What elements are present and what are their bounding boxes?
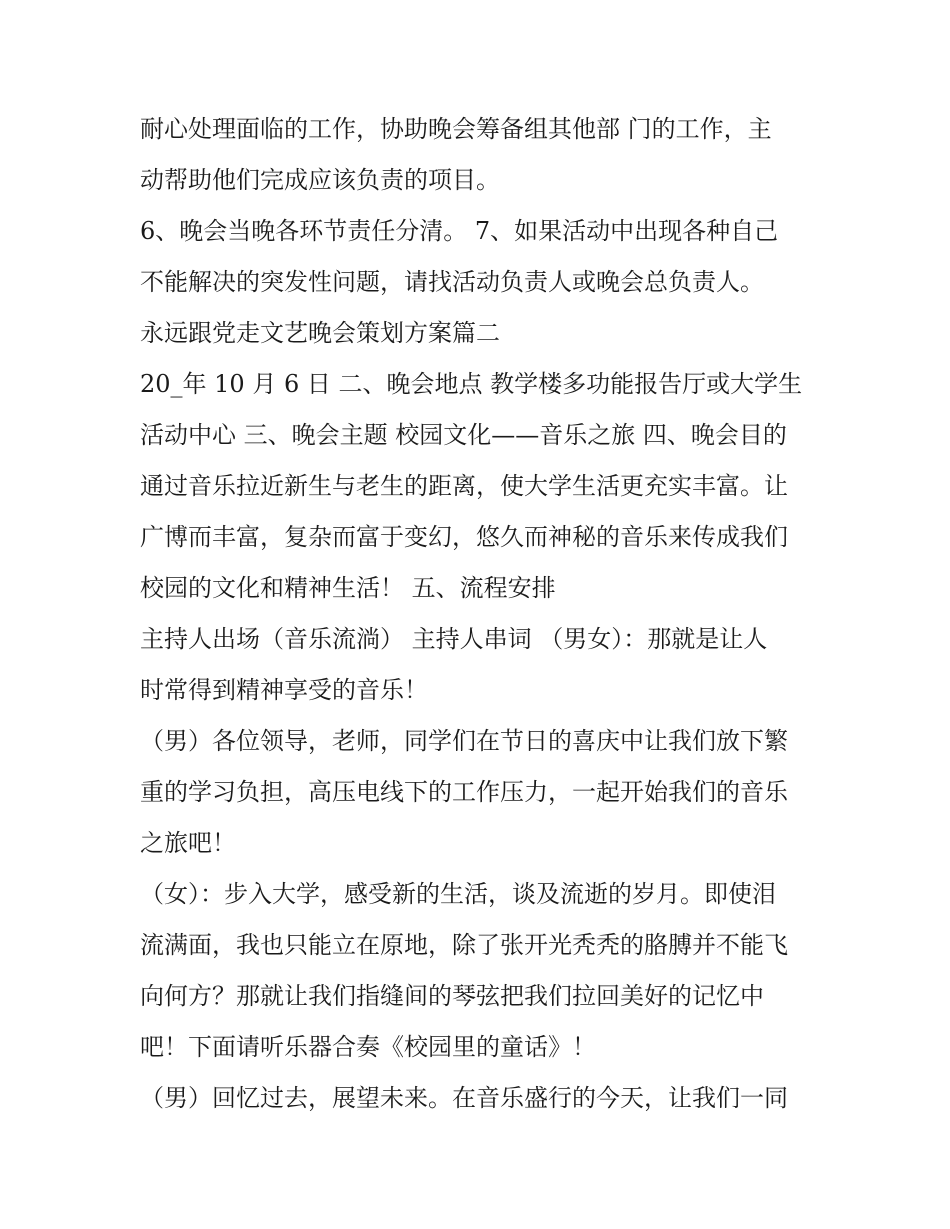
text-line: 广博而丰富，复杂而富于变幻，悠久而神秘的音乐来传成我们 (140, 523, 788, 551)
text-line: 校园的文化和精神生活！ 五、流程安排 (140, 574, 556, 602)
text-line: 流满面，我也只能立在原地，除了张开光秃秃的胳膊并不能飞 (140, 931, 788, 959)
section-heading: 永远跟党走文艺晚会策划方案篇二 (140, 319, 500, 347)
text-line: （男）各位领导，老师，同学们在节日的喜庆中让我们放下繁 (140, 727, 788, 755)
text-line: 6、晚会当晚各环节责任分清。 7、如果活动中出现各种自己 (140, 217, 779, 245)
text-line: 20_年 10 月 6 日 二、晚会地点 教学楼多功能报告厅或大学生 (140, 370, 803, 398)
text-line: 活动中心 三、晚会主题 校园文化——音乐之旅 四、晚会目的 (140, 421, 787, 449)
text-line: 吧！下面请听乐器合奏《校园里的童话》！ (140, 1033, 596, 1061)
body-text (140, 104, 820, 1124)
text-line: 之旅吧！ (140, 829, 236, 857)
text-line: （男）回忆过去，展望未来。在音乐盛行的今天，让我们一同 (140, 1084, 788, 1112)
text-line: 时常得到精神享受的音乐！ (140, 676, 428, 704)
text-line: 动帮助他们完成应该负责的项目。 (140, 166, 500, 194)
text-line: （女）：步入大学，感受新的生活，谈及流逝的岁月。即使泪 (140, 880, 776, 908)
text-line: 通过音乐拉近新生与老生的距离，使大学生活更充实丰富。让 (140, 472, 788, 500)
text-line: 耐心处理面临的工作，协助晚会筹备组其他部 门的工作，主 (140, 115, 772, 143)
text-line: 不能解决的突发性问题，请找活动负责人或晚会总负责人。 (140, 268, 764, 296)
text-line: 主持人出场（音乐流淌） 主持人串词 （男女）：那就是让人 (140, 625, 768, 653)
text-line: 向何方？那就让我们指缝间的琴弦把我们拉回美好的记忆中 (140, 982, 764, 1010)
text-line: 重的学习负担，高压电线下的工作压力，一起开始我们的音乐 (140, 778, 788, 806)
